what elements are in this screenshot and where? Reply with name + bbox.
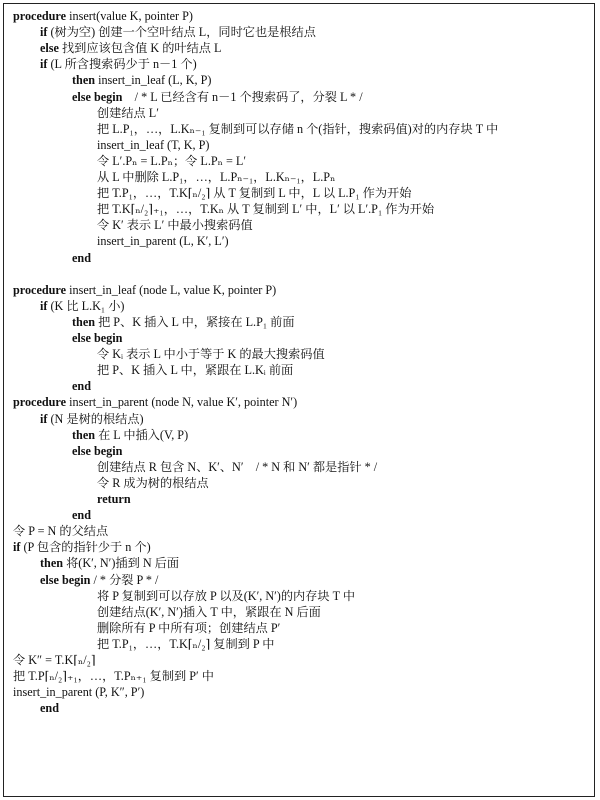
code-line: 令 K′ 表示 L′ 中最小搜索码值 — [97, 218, 253, 233]
code-line: procedure insert(value K, pointer P) — [13, 9, 193, 23]
code-line: else begin — [72, 443, 123, 458]
code-line: 令 Kᵢ 表示 L 中小于等于 K 的最大搜索码值 — [97, 347, 325, 362]
code-line: if (K 比 L.K₁ 小) — [40, 298, 125, 313]
code-line: 创建结点 R 包含 N、K′、N′ / * N 和 N′ 都是指针 * / — [97, 459, 378, 474]
code-line: if (L 所含搜索码少于 n－1 个) — [40, 57, 197, 72]
code-line: else begin — [72, 331, 123, 345]
code-line: then 将(K′, N′)插到 N 后面 — [40, 556, 180, 571]
code-line: 把 L.P₁，…，L.Kₙ₋₁ 复制到可以存储 n 个(指针，搜索码值)对的内存块 T 中 — [97, 121, 499, 136]
code-line: 把 T.K⌈ₙ/₂⌉₊₁，…，T.Kₙ 从 T 复制到 L′ 中，L′ 以 L′.P₁ 作为开始 — [97, 202, 435, 217]
code-line: 将 P 复制到可以存放 P 以及(K′, N′)的内存块 T 中 — [97, 588, 356, 603]
code-line: 把 P、K 插入 L 中，紧跟在 L.Kᵢ 前面 — [97, 363, 294, 378]
code-line: then 把 P、K 插入 L 中，紧接在 L.P₁ 前面 — [72, 314, 295, 329]
code-line: then insert_in_leaf (L, K, P) — [72, 73, 212, 88]
code-line: end — [72, 379, 91, 394]
code-line: 删除所有 P 中所有项；创建结点 P′ — [97, 620, 281, 635]
code-line: 从 L 中删除 L.P₁，…，L.Pₙ₋₁，L.Kₙ₋₁，L.Pₙ — [97, 170, 336, 184]
code-line: 把 T.P⌈ₙ/₂⌉₊₁，…，T.Pₙ₊₁ 复制到 P′ 中 — [13, 669, 214, 684]
code-line: end — [40, 701, 59, 716]
code-line: procedure insert_in_leaf (node L, value K, pointer P) — [13, 282, 277, 297]
code-line: end — [72, 508, 91, 523]
code-line: 令 L′.Pₙ = L.Pₙ；令 L.Pₙ = L′ — [97, 153, 246, 168]
code-line: if (N 是树的根结点) — [40, 411, 144, 426]
code-line: 把 T.P₁，…，T.K⌈ₙ/₂⌉ 复制到 P 中 — [97, 636, 275, 651]
code-line: insert_in_parent (P, K″, P′) — [13, 685, 145, 700]
code-line: if (树为空) 创建一个空叶结点 L，同时它也是根结点 — [40, 25, 316, 40]
code-line: procedure insert_in_parent (node N, value K′, pointer N′) — [13, 395, 298, 410]
pseudocode-block — [4, 4, 594, 796]
code-line: else begin / * L 已经含有 n－1 个搜索码了，分裂 L * / — [72, 89, 363, 104]
code-line: 令 P = N 的父结点 — [13, 524, 109, 539]
code-line: insert_in_leaf (T, K, P) — [97, 137, 210, 152]
code-line: 创建结点 L′ — [97, 105, 159, 120]
code-line: return — [97, 492, 131, 506]
code-line: if (P 包含的指针少于 n 个) — [13, 540, 151, 555]
code-line: 令 K″ = T.K⌈ₙ/₂⌉ — [13, 653, 96, 667]
code-figure — [3, 3, 595, 797]
code-line: insert_in_parent (L, K′, L′) — [97, 234, 229, 249]
code-line: else begin / * 分裂 P * / — [40, 572, 159, 587]
code-line: 把 T.P₁，…，T.K⌈ₙ/₂⌉ 从 T 复制到 L 中，L 以 L.P₁ 作为开始 — [97, 186, 412, 201]
code-line: end — [72, 250, 91, 265]
code-line: 令 R 成为树的根结点 — [97, 475, 209, 490]
code-line: else 找到应该包含值 K 的叶结点 L — [40, 41, 222, 56]
code-line: 创建结点(K′, N′)插入 T 中，紧跟在 N 后面 — [97, 604, 321, 619]
code-line: then 在 L 中插入(V, P) — [72, 427, 189, 442]
